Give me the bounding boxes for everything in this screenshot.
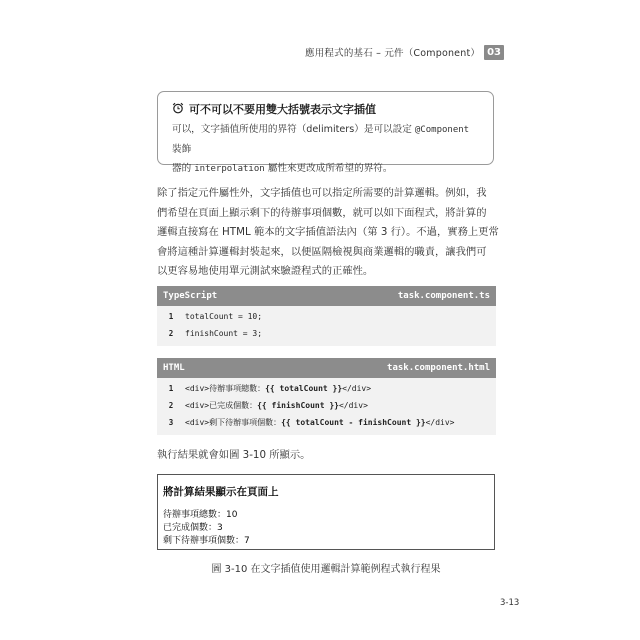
line-number: 3	[168, 418, 174, 427]
tip-title: 可不可以不要用雙大括號表示文字插值	[189, 103, 376, 116]
code-filename: task.component.ts	[397, 291, 490, 301]
chapter-badge: 03	[484, 45, 504, 60]
paragraph-line: 邏輯直接寫在 HTML 範本的文字插值語法內（第 3 行）。不過，實務上更常	[157, 226, 499, 239]
tip-text-3: 器的	[172, 163, 192, 174]
figure-caption: 圖 3-10 在文字插值使用邏輯計算範例程式執行程果	[211, 564, 441, 575]
result-sentence: 執行結果就會如圖 3-10 所顯示。	[157, 449, 311, 461]
code-line	[157, 308, 496, 325]
figure-title: 將計算結果顯示在頁面上	[163, 486, 279, 498]
code-filename: task.component.html	[387, 363, 490, 373]
line-number: 2	[168, 329, 174, 338]
code-tag-close: </div>	[338, 401, 368, 410]
code-body	[157, 378, 496, 435]
code-expression: {{ totalCount - finishCount }}	[281, 418, 426, 427]
running-header	[305, 44, 504, 60]
code-tag-close: </div>	[425, 418, 455, 427]
body-paragraph	[157, 184, 499, 282]
paragraph-line: 以更容易地使用單元測試來驗證程式的正確性。	[157, 265, 374, 278]
code-tag-close: </div>	[342, 384, 372, 393]
code-line	[157, 325, 496, 342]
code-tag-open: <div>剩下待辦事項個數：	[185, 418, 282, 427]
code-text	[185, 383, 371, 394]
code-expression: {{ totalCount }}	[265, 384, 343, 393]
page-number: 3-13	[500, 598, 520, 608]
line-number: 1	[168, 312, 174, 321]
paragraph-line: 會將這種計算邏輯封裝起來，以便區隔檢視與商業邏輯的職責，讓我們可	[157, 245, 487, 258]
tip-text-4: 屬性來更改成所希望的界符。	[267, 163, 393, 174]
figure-line-remaining: 剩下待辦事項個數：7	[163, 536, 250, 546]
code-block-typescript	[157, 286, 496, 346]
figure-line-total: 待辦事項總數：10	[163, 510, 238, 520]
alarm-clock-icon	[172, 102, 184, 117]
tip-text-1: 可以，文字插值所使用的界符（delimiters）是可以設定	[172, 124, 412, 135]
code-text	[185, 417, 455, 428]
running-title: 應用程式的基石 – 元件（Component）	[305, 48, 481, 59]
tip-code-component: @Component	[414, 125, 470, 135]
paragraph-line: 們希望在頁面上顯示剩下的待辦事項個數，就可以如下面程式，將計算的	[157, 206, 487, 219]
code-line	[157, 380, 496, 397]
code-expression: {{ finishCount }}	[257, 401, 339, 410]
tip-box	[157, 91, 494, 174]
code-block-html	[157, 358, 496, 435]
tip-code-interpolation: interpolation	[194, 164, 265, 174]
code-tag-open: <div>待辦事項總數：	[185, 384, 266, 393]
tip-title-row	[172, 101, 481, 117]
code-header	[157, 286, 496, 306]
code-header	[157, 358, 496, 378]
code-line	[157, 397, 496, 414]
code-tag-open: <div>已完成個數：	[185, 401, 258, 410]
line-number: 2	[168, 401, 174, 410]
code-text: totalCount = 10;	[185, 312, 263, 321]
figure-line-finished: 已完成個數：3	[163, 523, 223, 533]
code-body	[157, 306, 496, 346]
code-language: HTML	[163, 363, 185, 373]
figure-lines	[163, 509, 494, 548]
code-text	[185, 400, 368, 411]
code-text: finishCount = 3;	[185, 329, 263, 338]
tip-text-2: 裝飾	[172, 144, 192, 155]
code-language: TypeScript	[163, 291, 218, 301]
paragraph-line: 除了指定元件屬性外，文字插值也可以指定所需要的計算邏輯。例如，我	[157, 187, 487, 199]
figure-screenshot	[157, 474, 495, 550]
line-number: 1	[168, 384, 174, 393]
tip-body	[172, 120, 481, 179]
code-line	[157, 414, 496, 431]
